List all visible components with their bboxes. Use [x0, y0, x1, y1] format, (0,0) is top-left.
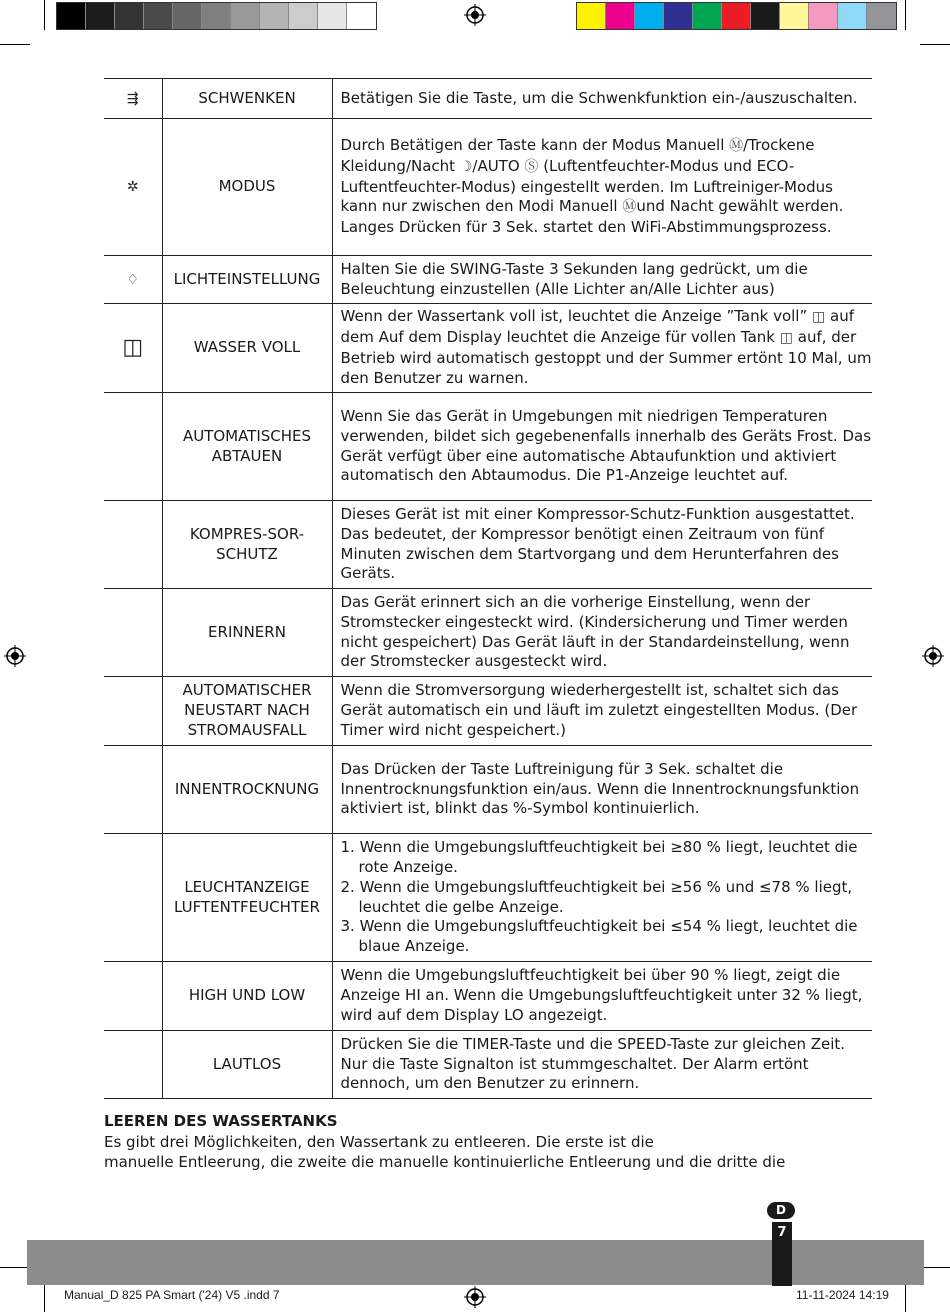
- color-swatch: [838, 3, 867, 29]
- function-name: WASSER VOLL: [162, 304, 332, 393]
- table-row: [104, 589, 872, 677]
- icon-cell: [104, 834, 162, 962]
- humidity-level-list: [341, 838, 873, 957]
- manual-mode-icon: Ⓜ: [622, 199, 637, 216]
- water-tank-icon: ◫: [122, 334, 144, 360]
- function-name: AUTOMATISCHES ABTAUEN: [162, 393, 332, 501]
- function-name: SCHWENKEN: [162, 79, 332, 119]
- crop-mark: [920, 44, 950, 45]
- process-color-bar: [576, 2, 897, 30]
- table-row: [104, 304, 872, 393]
- mode-gear-icon: ✲: [126, 179, 139, 196]
- icon-cell: [104, 256, 162, 304]
- color-swatch: [202, 3, 231, 29]
- color-swatch: [318, 3, 347, 29]
- color-swatch: [693, 3, 722, 29]
- color-swatch: [780, 3, 809, 29]
- section-body: [104, 1132, 874, 1172]
- color-swatch: [577, 3, 606, 29]
- icon-cell: [104, 1031, 162, 1099]
- table-row: [104, 501, 872, 589]
- function-description: Wenn der Wassertank voll ist, leuchtet die Anzeige ”Tank voll” ◫ auf dem Auf dem Display leuchtet die Anzeige für vollen Tank ◫ auf, der Betrieb wird automatisch gestoppt und der Summer ertönt 10 Mal, um den Benutzer zu warnen.: [332, 304, 872, 393]
- icon-cell: [104, 304, 162, 393]
- crop-mark: [44, 0, 45, 30]
- light-bulb-icon: ♢: [126, 271, 140, 288]
- icon-cell: [104, 677, 162, 746]
- body-line: manuelle Entleerung, die zweite die manuelle kontinuierliche Entleerung und die dritte die: [104, 1153, 786, 1171]
- function-name: LAUTLOS: [162, 1031, 332, 1099]
- color-swatch: [115, 3, 144, 29]
- night-mode-icon: ☽: [459, 158, 473, 175]
- registration-mark-icon: [922, 645, 944, 667]
- icon-cell: [104, 746, 162, 834]
- function-description: Das Drücken der Taste Luftreinigung für 3 Sek. schaltet die Innentrocknungsfunktion ein/aus. Wenn die Innentrocknungsfunktion aktiviert ist, blinkt das %-Symbol kontinuierlich.: [332, 746, 872, 834]
- color-swatch: [260, 3, 289, 29]
- color-swatch: [231, 3, 260, 29]
- date-slug: 11-11-2024 14:19: [796, 1288, 889, 1302]
- table-row: [104, 1031, 872, 1099]
- registration-mark-icon: [464, 1286, 486, 1308]
- function-name: AUTOMATISCHER NEUSTART NACH STROMAUSFALL: [162, 677, 332, 746]
- auto-mode-icon: Ⓢ: [524, 158, 539, 175]
- color-swatch: [173, 3, 202, 29]
- icon-cell: [104, 393, 162, 501]
- color-swatch: [751, 3, 780, 29]
- tank-full-icon: ◫: [812, 309, 826, 326]
- color-swatch: [606, 3, 635, 29]
- color-swatch: [57, 3, 86, 29]
- function-description: Wenn die Stromversorgung wiederhergestellt ist, schaltet sich das Gerät automatisch ein und läuft im zuletzt eingestellten Modus. (Der Timer wird nicht gespeichert.): [332, 677, 872, 746]
- list-item: 1. Wenn die Umgebungsluftfeuchtigkeit bei ≥80 % liegt, leuchtet die rote Anzeige.: [340, 838, 858, 876]
- color-swatch: [289, 3, 318, 29]
- function-description: Wenn Sie das Gerät in Umgebungen mit niedrigen Temperaturen verwenden, bildet sich gegebenenfalls innerhalb des Geräts Frost. Das Gerät verfügt über eine automatische Abtaufunktion und aktiviert automatisch den Abtaumodus. Die P1-Anzeige leuchtet auf.: [332, 393, 872, 501]
- crop-mark: [0, 1267, 30, 1268]
- function-table: [104, 78, 872, 1099]
- crop-mark: [0, 44, 30, 45]
- color-swatch: [809, 3, 838, 29]
- manual-mode-icon: Ⓜ: [729, 138, 744, 154]
- file-slug: Manual_D 825 PA Smart ('24) V5 .indd 7: [64, 1288, 280, 1302]
- table-row: [104, 677, 872, 746]
- table-row: [104, 746, 872, 834]
- table-row: [104, 834, 872, 962]
- tank-full-icon: ◫: [779, 330, 793, 347]
- icon-cell: [104, 119, 162, 256]
- table-row: [104, 962, 872, 1031]
- table-row: [104, 119, 872, 256]
- list-item: 3. Wenn die Umgebungsluftfeuchtigkeit bei ≤54 % liegt, leuchtet die blaue Anzeige.: [340, 917, 858, 956]
- crop-mark: [905, 0, 906, 30]
- color-swatch: [347, 3, 376, 29]
- registration-mark-icon: [4, 645, 26, 667]
- page-number: 7: [772, 1222, 792, 1286]
- color-swatch: [144, 3, 173, 29]
- function-description: Das Gerät erinnert sich an die vorherige Einstellung, wenn der Stromstecker eingesteckt wird. (Kindersicherung und Timer werden nicht gespeichert) Das Gerät läuft in der Standardeinstellung, wenn der Stromstecker ausgesteckt wird.: [332, 589, 872, 677]
- function-description: Drücken Sie die TIMER-Taste und die SPEED-Taste zur gleichen Zeit. Nur die Taste Signalton ist stummgeschaltet. Der Alarm ertönt dennoch, um den Benutzer zu erinnern.: [332, 1031, 872, 1099]
- crop-mark: [905, 1282, 906, 1312]
- function-name: ERINNERN: [162, 589, 332, 677]
- icon-cell: [104, 79, 162, 119]
- icon-cell: [104, 589, 162, 677]
- function-name: LICHTEINSTELLUNG: [162, 256, 332, 304]
- color-swatch: [664, 3, 693, 29]
- grayscale-color-bar: [56, 2, 377, 30]
- function-name: HIGH UND LOW: [162, 962, 332, 1031]
- function-description: [332, 834, 872, 962]
- body-line: Es gibt drei Möglichkeiten, den Wassertank zu entleeren. Die erste ist die: [104, 1133, 654, 1151]
- icon-cell: [104, 501, 162, 589]
- function-name: MODUS: [162, 119, 332, 256]
- function-name: KOMPRES-SOR-SCHUTZ: [162, 501, 332, 589]
- icon-cell: [104, 962, 162, 1031]
- function-description: Halten Sie die SWING-Taste 3 Sekunden lang gedrückt, um die Beleuchtung einzustellen (Alle Lichter an/Alle Lichter aus): [332, 256, 872, 304]
- function-description: Betätigen Sie die Taste, um die Schwenkfunktion ein-/auszuschalten.: [332, 79, 872, 119]
- color-swatch: [722, 3, 751, 29]
- color-swatch: [867, 3, 896, 29]
- registration-mark-icon: [464, 4, 486, 26]
- function-description: Durch Betätigen der Taste kann der Modus Manuell Ⓜ/Trockene Kleidung/Nacht ☽/AUTO Ⓢ (Luftentfeuchter-Modus und ECO-Luftentfeuchter-Modus) eingestellt werden. Im Luftreiniger-Modus kann nur zwischen den Modi Manuell Ⓜund Nacht gewählt werden. Langes Drücken für 3 Sek. startet den WiFi-Abstimmungsprozess.: [332, 119, 872, 256]
- table-row: [104, 79, 872, 119]
- table-row: [104, 256, 872, 304]
- crop-mark: [44, 1282, 45, 1312]
- list-item: 2. Wenn die Umgebungsluftfeuchtigkeit bei ≥56 % und ≤78 % liegt, leuchtet die gelbe Anzeige.: [340, 877, 853, 916]
- function-name: LEUCHTANZEIGE LUFTENTFEUCHTER: [162, 834, 332, 962]
- language-badge: D: [767, 1202, 795, 1219]
- function-name: INNENTROCKNUNG: [162, 746, 332, 834]
- color-swatch: [86, 3, 115, 29]
- table-row: [104, 393, 872, 501]
- color-swatch: [635, 3, 664, 29]
- function-description: Dieses Gerät ist mit einer Kompressor-Schutz-Funktion ausgestattet. Das bedeutet, der Kompressor benötigt einen Zeitraum von fünf Minuten zwischen dem Startvorgang und dem Herunterfahren des Geräts.: [332, 501, 872, 589]
- crop-mark: [920, 1267, 950, 1268]
- function-description: Wenn die Umgebungsluftfeuchtigkeit bei über 90 % liegt, zeigt die Anzeige HI an. Wenn die Umgebungsluftfeuchtigkeit unter 32 % liegt, wird auf dem Display LO angezeigt.: [332, 962, 872, 1031]
- swing-icon: ⇶: [126, 90, 139, 107]
- section-heading: LEEREN DES WASSERTANKS: [104, 1112, 338, 1130]
